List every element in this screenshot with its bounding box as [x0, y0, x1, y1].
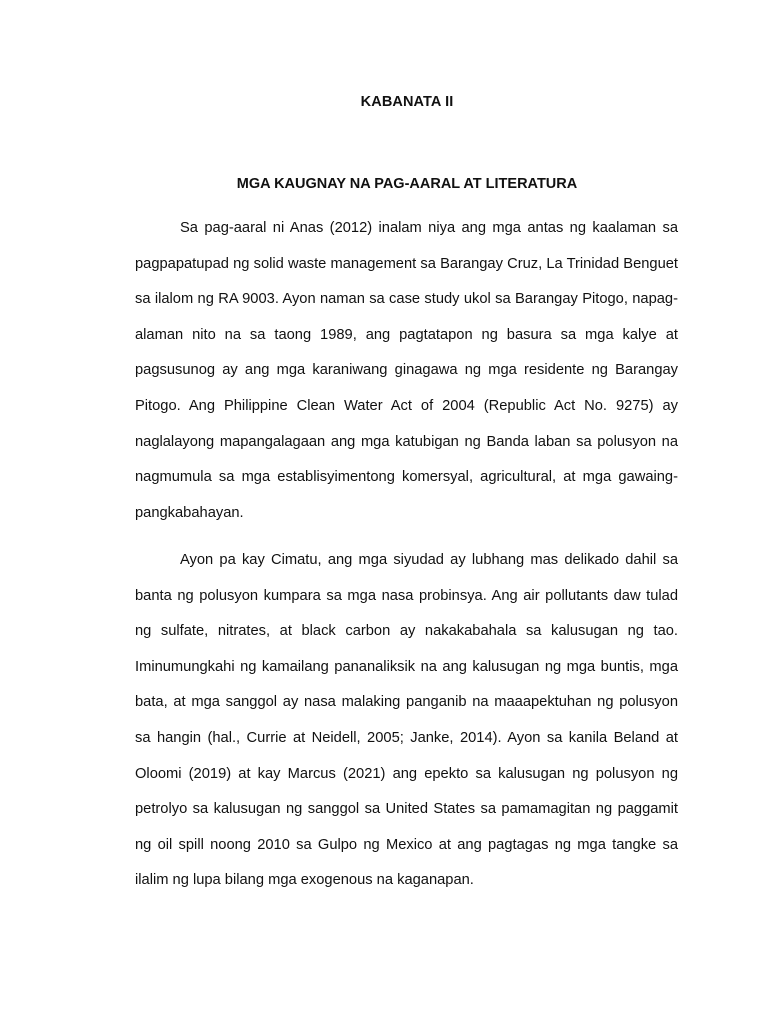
chapter-heading: KABANATA II [360, 94, 454, 110]
paragraph-1: Sa pag-aaral ni Anas (2012) inalam niya ang mga antas ng kaalaman sa pagpapatupad ng solid waste management sa Barangay Cruz, La Trinidad Benguet sa ilalom ng RA 9003. Ayon naman sa case study ukol sa Barangay Pitogo, napag-alaman nito na sa taong 1989, ang pagtatapon ng basura sa mga kalye at pagsusunog ay ang mga karaniwang ginagawa ng mga residente ng Barangay Pitogo. Ang Philippine Clean Water Act of 2004 (Republic Act No. 9275) ay naglalayong mapangalagaan ang mga katubigan ng Banda laban sa polusyon na nagmumula sa mga establisyimentong komersyal, agricultural, at mga gawaing-pangkabahayan. [135, 220, 678, 521]
section-title: MGA KAUGNAY NA PAG-AARAL AT LITERATURA [236, 176, 578, 192]
paragraph-2: Ayon pa kay Cimatu, ang mga siyudad ay lubhang mas delikado dahil sa banta ng polusyon kumpara sa mga nasa probinsya. Ang air pollutants daw tulad ng sulfate, nitrates, at black carbon ay nakakabahala sa kalusugan ng tao. Iminumungkahi ng kamailang pananaliksik na ang kalusugan ng mga buntis, mga bata, at mga sanggol ay nasa malaking panganib na maaapektuhan ng polusyon sa hangin (hal., Currie at Neidell, 2005; Janke, 2014). Ayon sa kanila Beland at Oloomi (2019) at kay Marcus (2021) ang epekto sa kalusugan ng polusyon ng petrolyo sa kalusugan ng sanggol sa United States sa pamamagitan ng paggamit ng oil spill noong 2010 sa Gulpo ng Mexico at ang pagtagas ng mga tangke sa ilalim ng lupa bilang mga exogenous na kaganapan. [135, 552, 678, 889]
